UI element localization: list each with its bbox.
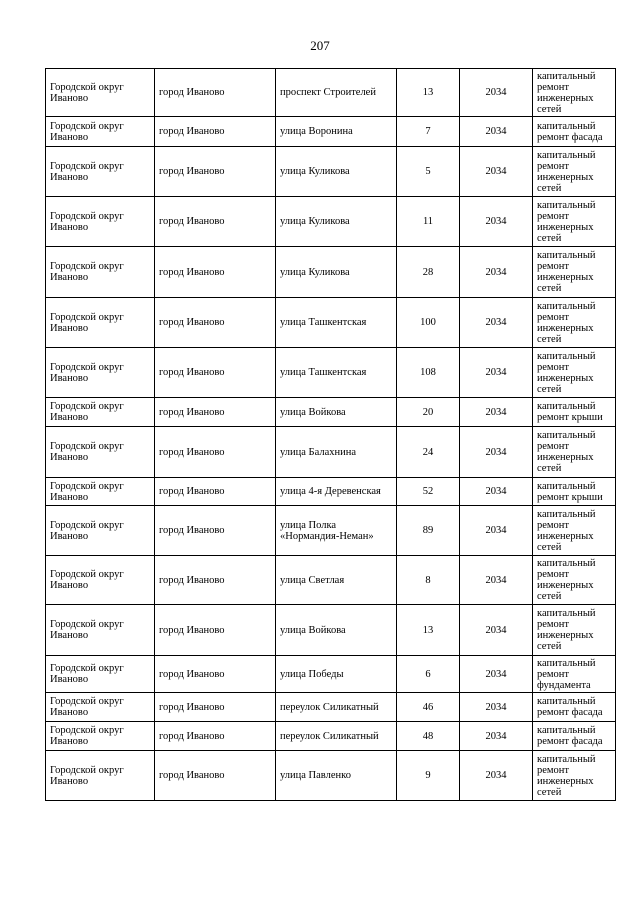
cell-house: 8 [397, 556, 460, 605]
cell-city: город Иваново [155, 197, 276, 247]
cell-street: улица Войкова [276, 398, 397, 427]
cell-city: город Иваново [155, 69, 276, 117]
cell-work: капитальный ремонт фасада [533, 693, 616, 722]
cell-okrug: Городской округ Иваново [46, 117, 155, 147]
cell-house: 28 [397, 247, 460, 298]
cell-work: капитальный ремонт инженерных сетей [533, 247, 616, 298]
cell-house: 48 [397, 722, 460, 751]
cell-city: город Иваново [155, 751, 276, 801]
cell-year: 2034 [460, 117, 533, 147]
table-row [46, 147, 616, 197]
cell-work: капитальный ремонт инженерных сетей [533, 506, 616, 556]
table-row [46, 751, 616, 801]
cell-city: город Иваново [155, 506, 276, 556]
cell-okrug: Городской округ Иваново [46, 247, 155, 298]
cell-year: 2034 [460, 605, 533, 656]
cell-work: капитальный ремонт инженерных сетей [533, 556, 616, 605]
cell-street: улица Ташкентская [276, 298, 397, 348]
cell-work: капитальный ремонт инженерных сетей [533, 298, 616, 348]
cell-city: город Иваново [155, 693, 276, 722]
cell-city: город Иваново [155, 117, 276, 147]
cell-okrug: Городской округ Иваново [46, 348, 155, 398]
cell-house: 7 [397, 117, 460, 147]
cell-year: 2034 [460, 348, 533, 398]
cell-year: 2034 [460, 247, 533, 298]
cell-city: город Иваново [155, 247, 276, 298]
cell-street: улица 4-я Деревенская [276, 478, 397, 506]
cell-house: 108 [397, 348, 460, 398]
cell-work: капитальный ремонт инженерных сетей [533, 751, 616, 801]
cell-work: капитальный ремонт фундамента [533, 656, 616, 693]
cell-city: город Иваново [155, 656, 276, 693]
cell-house: 100 [397, 298, 460, 348]
cell-year: 2034 [460, 722, 533, 751]
table-row [46, 117, 616, 147]
cell-city: город Иваново [155, 298, 276, 348]
cell-year: 2034 [460, 398, 533, 427]
registry-table-body [46, 69, 616, 801]
cell-okrug: Городской округ Иваново [46, 298, 155, 348]
cell-street: улица Куликова [276, 147, 397, 197]
table-row [46, 722, 616, 751]
cell-street: улица Павленко [276, 751, 397, 801]
cell-city: город Иваново [155, 478, 276, 506]
cell-street: улица Победы [276, 656, 397, 693]
table-row [46, 348, 616, 398]
cell-work: капитальный ремонт инженерных сетей [533, 427, 616, 478]
cell-work: капитальный ремонт фасада [533, 117, 616, 147]
table-row [46, 506, 616, 556]
cell-house: 11 [397, 197, 460, 247]
cell-street: улица Светлая [276, 556, 397, 605]
registry-table [45, 68, 616, 801]
cell-year: 2034 [460, 197, 533, 247]
cell-city: город Иваново [155, 398, 276, 427]
cell-okrug: Городской округ Иваново [46, 693, 155, 722]
cell-year: 2034 [460, 656, 533, 693]
cell-year: 2034 [460, 556, 533, 605]
table-row [46, 298, 616, 348]
cell-year: 2034 [460, 147, 533, 197]
cell-city: город Иваново [155, 722, 276, 751]
cell-work: капитальный ремонт инженерных сетей [533, 147, 616, 197]
cell-street: улица Ташкентская [276, 348, 397, 398]
table-row [46, 427, 616, 478]
cell-street: улица Балахнина [276, 427, 397, 478]
cell-okrug: Городской округ Иваново [46, 398, 155, 427]
cell-okrug: Городской округ Иваново [46, 556, 155, 605]
cell-city: город Иваново [155, 147, 276, 197]
cell-okrug: Городской округ Иваново [46, 147, 155, 197]
cell-work: капитальный ремонт инженерных сетей [533, 605, 616, 656]
cell-okrug: Городской округ Иваново [46, 69, 155, 117]
cell-house: 46 [397, 693, 460, 722]
cell-street: проспект Строителей [276, 69, 397, 117]
cell-street: улица Куликова [276, 197, 397, 247]
cell-house: 52 [397, 478, 460, 506]
cell-okrug: Городской округ Иваново [46, 751, 155, 801]
cell-house: 89 [397, 506, 460, 556]
table-row [46, 478, 616, 506]
cell-year: 2034 [460, 693, 533, 722]
table-row [46, 398, 616, 427]
cell-house: 5 [397, 147, 460, 197]
cell-year: 2034 [460, 69, 533, 117]
cell-okrug: Городской округ Иваново [46, 656, 155, 693]
cell-house: 24 [397, 427, 460, 478]
cell-house: 13 [397, 69, 460, 117]
cell-work: капитальный ремонт крыши [533, 478, 616, 506]
cell-work: капитальный ремонт инженерных сетей [533, 69, 616, 117]
cell-year: 2034 [460, 478, 533, 506]
cell-street: улица Воронина [276, 117, 397, 147]
cell-house: 9 [397, 751, 460, 801]
cell-house: 20 [397, 398, 460, 427]
cell-street: улица Войкова [276, 605, 397, 656]
table-row [46, 605, 616, 656]
cell-okrug: Городской округ Иваново [46, 478, 155, 506]
cell-okrug: Городской округ Иваново [46, 197, 155, 247]
cell-year: 2034 [460, 506, 533, 556]
cell-work: капитальный ремонт крыши [533, 398, 616, 427]
cell-okrug: Городской округ Иваново [46, 506, 155, 556]
cell-house: 6 [397, 656, 460, 693]
table-row [46, 693, 616, 722]
cell-street: переулок Силикатный [276, 722, 397, 751]
cell-street: улица Полка «Нормандия-Неман» [276, 506, 397, 556]
cell-city: город Иваново [155, 605, 276, 656]
cell-city: город Иваново [155, 427, 276, 478]
cell-year: 2034 [460, 751, 533, 801]
cell-work: капитальный ремонт фасада [533, 722, 616, 751]
cell-year: 2034 [460, 427, 533, 478]
table-row [46, 247, 616, 298]
cell-okrug: Городской округ Иваново [46, 605, 155, 656]
cell-city: город Иваново [155, 556, 276, 605]
cell-city: город Иваново [155, 348, 276, 398]
table-row [46, 556, 616, 605]
cell-okrug: Городской округ Иваново [46, 427, 155, 478]
cell-street: переулок Силикатный [276, 693, 397, 722]
page-number: 207 [310, 38, 330, 53]
cell-okrug: Городской округ Иваново [46, 722, 155, 751]
cell-street: улица Куликова [276, 247, 397, 298]
cell-work: капитальный ремонт инженерных сетей [533, 197, 616, 247]
cell-house: 13 [397, 605, 460, 656]
cell-year: 2034 [460, 298, 533, 348]
table-row [46, 69, 616, 117]
cell-work: капитальный ремонт инженерных сетей [533, 348, 616, 398]
table-row [46, 197, 616, 247]
table-row [46, 656, 616, 693]
